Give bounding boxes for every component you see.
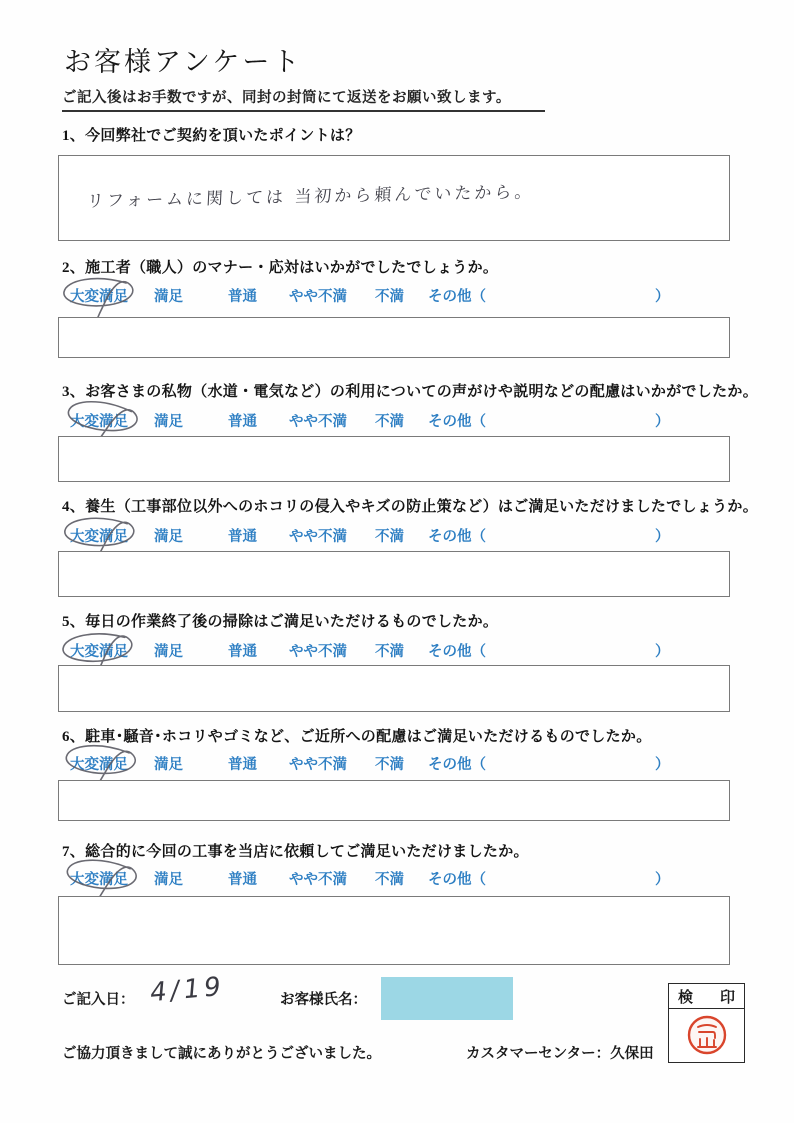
options-row xyxy=(0,525,794,549)
option-satisfied[interactable]: 満足 xyxy=(154,644,183,660)
option-other-close-paren: ） xyxy=(655,529,670,545)
option-dissatisfied[interactable]: 不満 xyxy=(375,414,404,430)
customer-name-label: お客様氏名： xyxy=(280,992,367,1008)
options-row xyxy=(0,410,794,434)
options-row xyxy=(0,753,794,777)
option-slightly-dissatisfied[interactable]: やや不満 xyxy=(289,757,347,773)
option-dissatisfied[interactable]: 不満 xyxy=(375,644,404,660)
option-slightly-dissatisfied[interactable]: やや不満 xyxy=(289,289,347,305)
option-dissatisfied[interactable]: 不満 xyxy=(375,529,404,545)
comment-box[interactable] xyxy=(58,317,730,358)
option-satisfied[interactable]: 満足 xyxy=(154,289,183,305)
option-other-close-paren: ） xyxy=(655,644,670,660)
option-other-close-paren: ） xyxy=(655,289,670,305)
inspection-stamp-box xyxy=(668,983,745,1063)
question-text: 3、お客さまの私物（水道・電気など）の利用についての声がけや説明などの配慮はいかがでしたか。 xyxy=(62,384,759,400)
option-other-close-paren: ） xyxy=(655,757,670,773)
comment-box[interactable] xyxy=(58,780,730,821)
option-other-open[interactable]: その他（ xyxy=(428,757,486,773)
option-slightly-dissatisfied[interactable]: やや不満 xyxy=(289,872,347,888)
return-instruction: ご記入後はお手数ですが、同封の封筒にて返送をお願い致します。 xyxy=(62,86,545,112)
option-normal[interactable]: 普通 xyxy=(228,644,257,660)
option-other-open[interactable]: その他（ xyxy=(428,529,486,545)
option-satisfied[interactable]: 満足 xyxy=(154,414,183,430)
option-very-satisfied[interactable]: 大変満足 xyxy=(70,644,128,660)
handwritten-date: 4/19 xyxy=(148,971,226,1009)
option-very-satisfied[interactable]: 大変満足 xyxy=(70,289,128,305)
comment-box[interactable] xyxy=(58,436,730,482)
customer-name-redaction-box xyxy=(381,977,513,1020)
options-row xyxy=(0,868,794,892)
option-very-satisfied[interactable]: 大変満足 xyxy=(70,757,128,773)
question-text: 7、総合的に今回の工事を当店に依頼してご満足いただけましたか。 xyxy=(62,844,529,860)
option-dissatisfied[interactable]: 不満 xyxy=(375,757,404,773)
comment-box[interactable] xyxy=(58,665,730,712)
option-satisfied[interactable]: 満足 xyxy=(154,757,183,773)
options-row xyxy=(0,285,794,309)
option-dissatisfied[interactable]: 不満 xyxy=(375,289,404,305)
question-text: 5、毎日の作業終了後の掃除はご満足いただけるものでしたか。 xyxy=(62,614,499,630)
option-other-open[interactable]: その他（ xyxy=(428,644,486,660)
option-other-close-paren: ） xyxy=(655,872,670,888)
option-other-open[interactable]: その他（ xyxy=(428,414,486,430)
option-dissatisfied[interactable]: 不満 xyxy=(375,872,404,888)
option-slightly-dissatisfied[interactable]: やや不満 xyxy=(289,644,347,660)
question-text: 2、施工者（職人）のマナー・応対はいかがでしたでしょうか。 xyxy=(62,260,499,276)
comment-box[interactable] xyxy=(58,896,730,965)
option-normal[interactable]: 普通 xyxy=(228,757,257,773)
red-hanko-stamp-icon xyxy=(685,1013,729,1057)
handwritten-answer: リフォームに関しては 当初から頼んでいたから。 xyxy=(86,182,535,212)
option-normal[interactable]: 普通 xyxy=(228,414,257,430)
option-very-satisfied[interactable]: 大変満足 xyxy=(70,529,128,545)
option-normal[interactable]: 普通 xyxy=(228,529,257,545)
option-other-open[interactable]: その他（ xyxy=(428,872,486,888)
option-other-close-paren: ） xyxy=(655,414,670,430)
options-row xyxy=(0,640,794,664)
fill-date-label: ご記入日： xyxy=(62,992,135,1008)
option-very-satisfied[interactable]: 大変満足 xyxy=(70,872,128,888)
option-satisfied[interactable]: 満足 xyxy=(154,872,183,888)
question-text: 1、今回弊社でご契約を頂いたポイントは？ xyxy=(62,128,361,144)
option-slightly-dissatisfied[interactable]: やや不満 xyxy=(289,414,347,430)
free-answer-box[interactable] xyxy=(58,155,730,241)
question-text: 6、駐車･騒音･ホコリやゴミなど、ご近所への配慮はご満足いただけるものでしたか。 xyxy=(62,729,652,745)
option-other-open[interactable]: その他（ xyxy=(428,289,486,305)
option-slightly-dissatisfied[interactable]: やや不満 xyxy=(289,529,347,545)
option-very-satisfied[interactable]: 大変満足 xyxy=(70,414,128,430)
option-satisfied[interactable]: 満足 xyxy=(154,529,183,545)
customer-center-staff: カスタマーセンター：久保田 xyxy=(466,1046,654,1062)
inspection-stamp-label: 検 印 xyxy=(669,984,744,1009)
question-text: 4、養生（工事部位以外へのホコリの侵入やキズの防止策など）はご満足いただけましたでしょうか。 xyxy=(62,499,759,515)
comment-box[interactable] xyxy=(58,551,730,597)
thanks-message: ご協力頂きまして誠にありがとうございました。 xyxy=(62,1046,381,1062)
page-title: お客様アンケート xyxy=(64,47,303,77)
option-normal[interactable]: 普通 xyxy=(228,289,257,305)
option-normal[interactable]: 普通 xyxy=(228,872,257,888)
